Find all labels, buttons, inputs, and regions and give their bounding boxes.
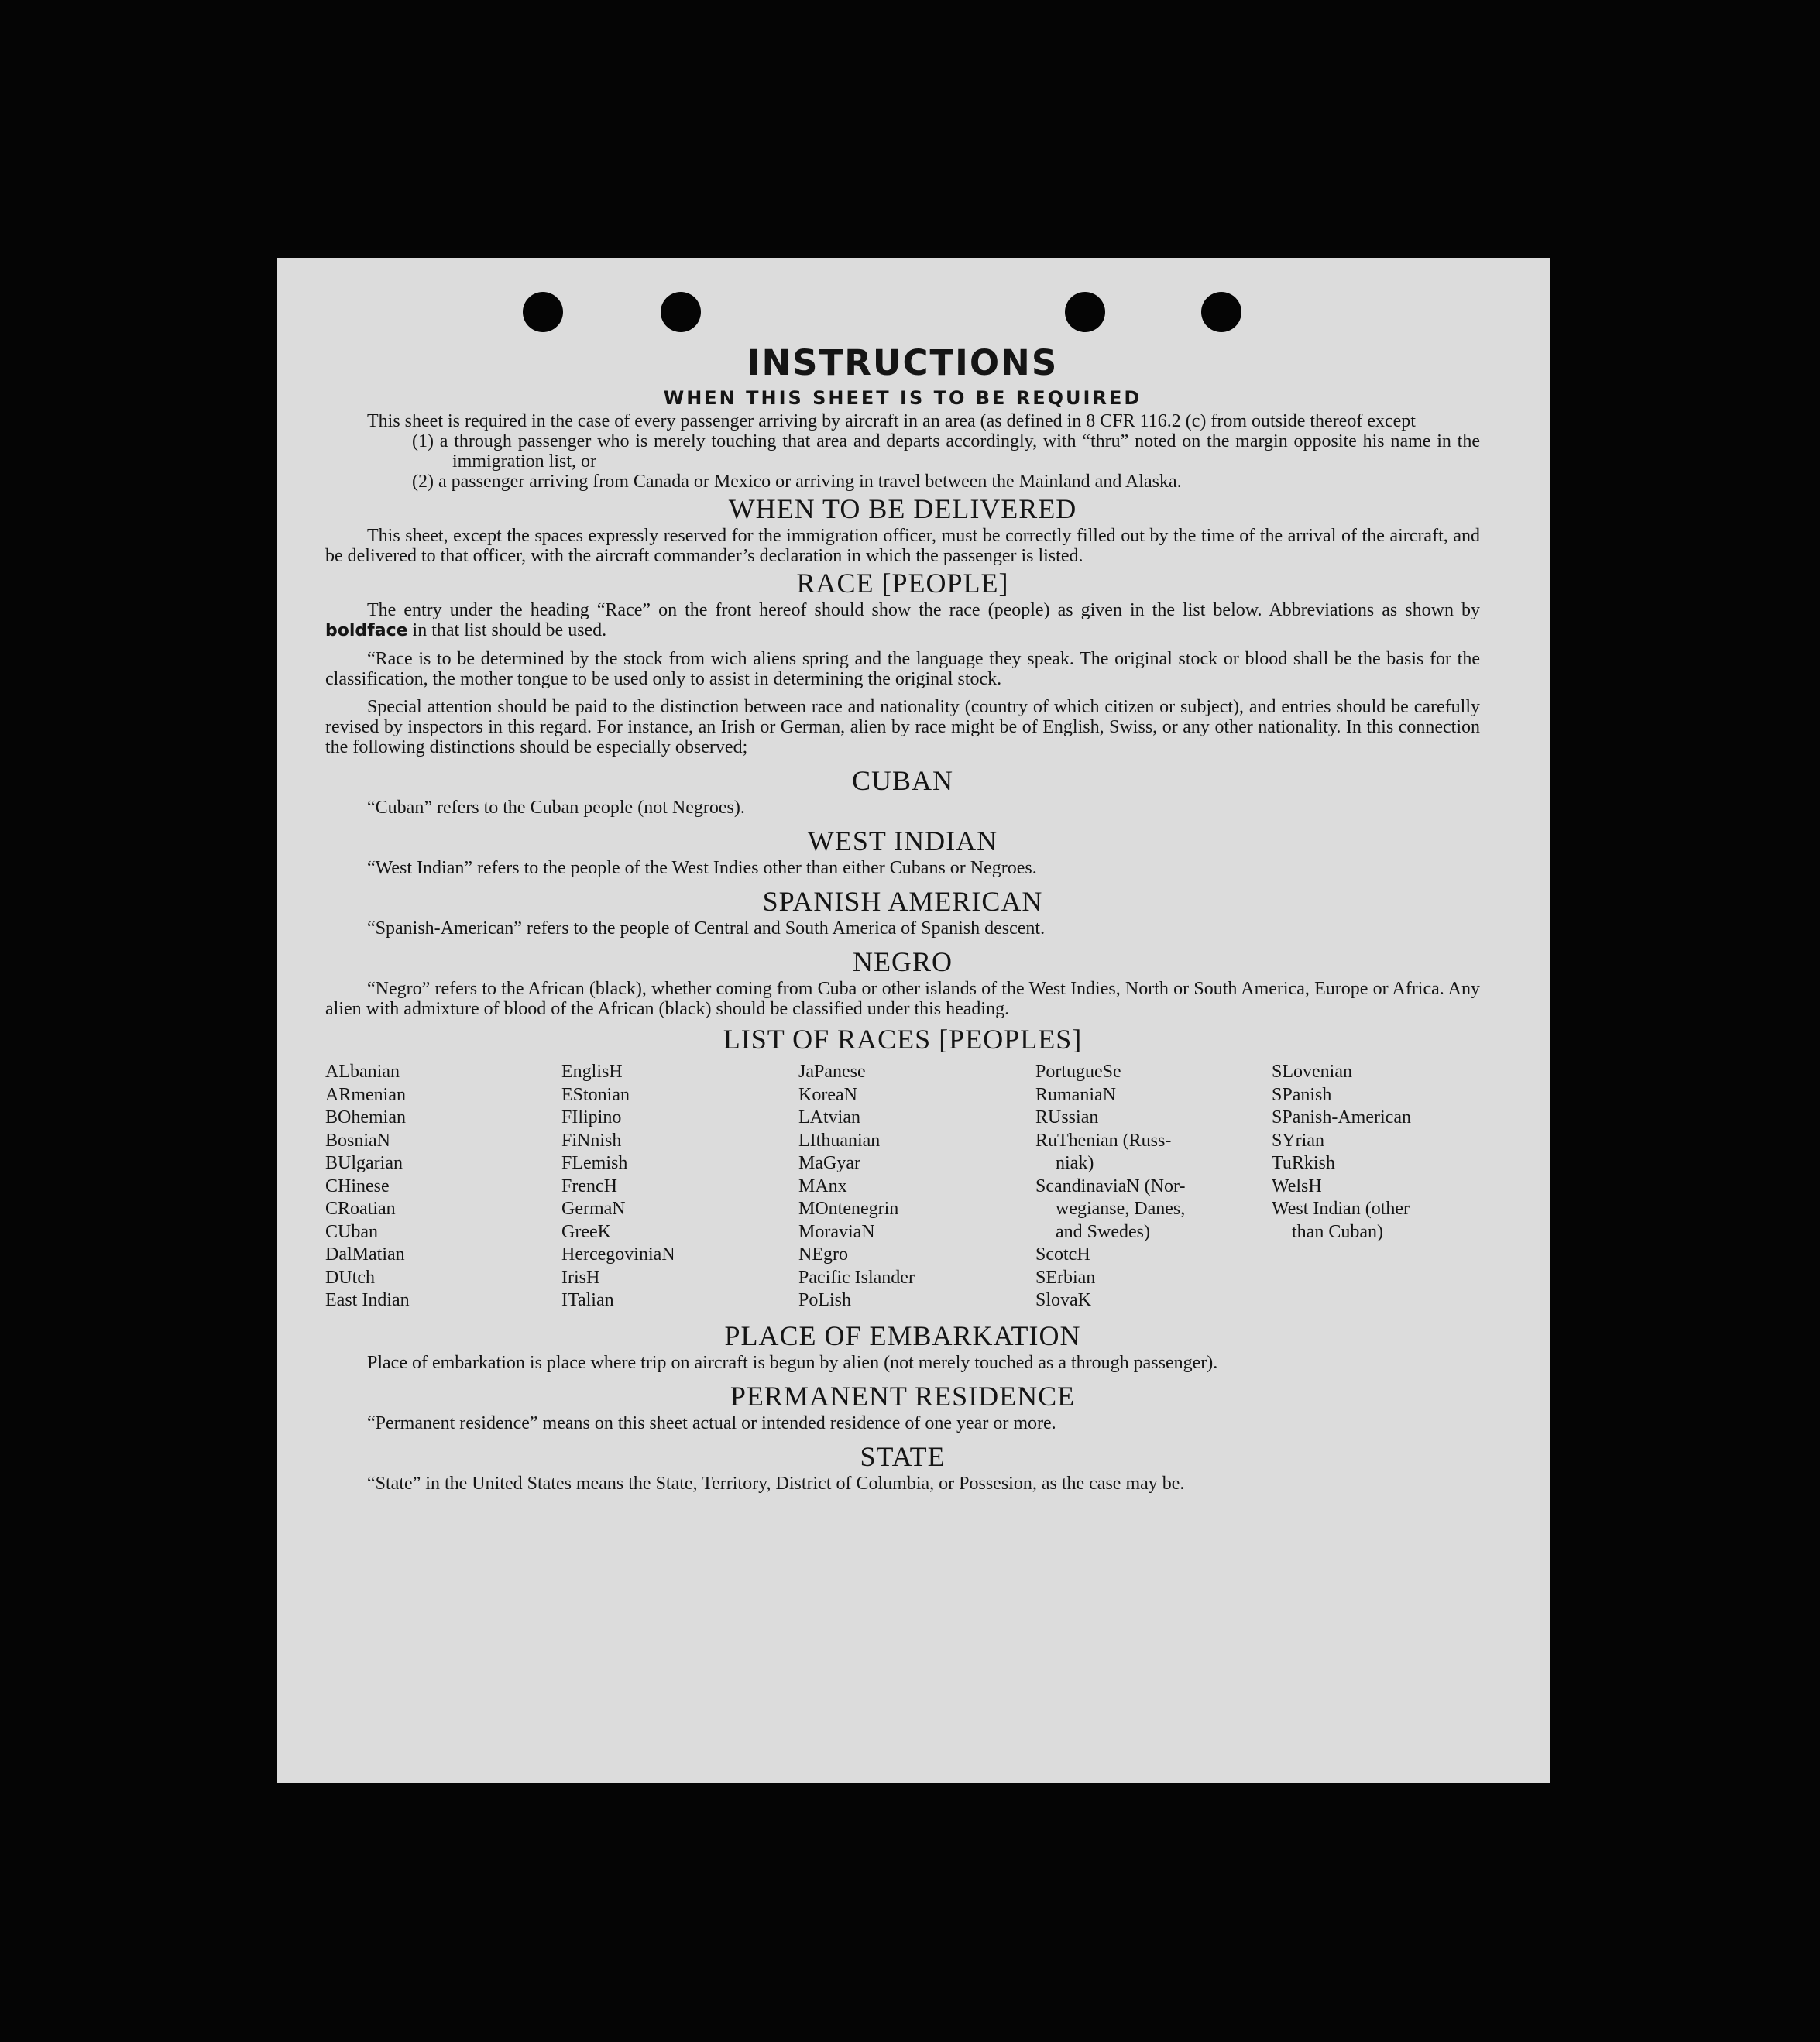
race-item: EnglisH (561, 1062, 623, 1082)
races-column-4 (1035, 1061, 1272, 1313)
race-item: RUssian (1035, 1107, 1099, 1127)
races-list-heading: LIST OF RACES [PEOPLES] (723, 1024, 1083, 1055)
race-item: HercegoviniaN (561, 1244, 675, 1265)
race-item: LIthuanian (798, 1130, 881, 1151)
race-heading: RACE [PEOPLE] (796, 568, 1009, 599)
race-item: SLovenian (1272, 1062, 1352, 1082)
races-column-5 (1272, 1061, 1411, 1313)
race-p1-text-end: in that list should be used. (407, 620, 607, 640)
race-item: GreeK (561, 1221, 611, 1242)
race-item: ScandinaviaN (Nor- (1035, 1175, 1186, 1196)
delivered-text: This sheet, except the spaces expressly reserved for the immigration officer, must be correctly filled out by the time of the arrival of the aircraft, and be delivered to that officer, with the aircraft commander’s declaration in which the passenger is listed. (325, 526, 1480, 566)
race-item: than Cuban) (1292, 1221, 1383, 1242)
race-item: Pacific Islander (798, 1267, 915, 1288)
cuban-text: “Cuban” refers to the Cuban people (not Negroes). (367, 798, 745, 818)
spanish-american-text: “Spanish-American” refers to the people of Central and South America of Spanish descent. (367, 918, 1046, 939)
race-item: MoraviaN (798, 1221, 875, 1242)
race-item: GermaN (561, 1199, 626, 1219)
race-item: ALbanian (325, 1062, 400, 1082)
race-item: and Swedes) (1056, 1221, 1150, 1242)
punch-hole (661, 292, 701, 332)
race-item: East Indian (325, 1290, 410, 1310)
punch-hole (523, 292, 563, 332)
intro-paragraph: This sheet is required in the case of every passenger arriving by aircraft in an area (as defined in 8 CFR 116.2 (c) from outside thereof except (367, 411, 1416, 431)
race-item: MaGyar (798, 1153, 860, 1173)
race-item: PoLish (798, 1290, 852, 1310)
residence-heading: PERMANENT RESIDENCE (730, 1380, 1076, 1412)
race-item: MAnx (798, 1175, 847, 1196)
races-column-1 (325, 1061, 561, 1313)
race-item: WelsH (1272, 1175, 1322, 1196)
race-item: FrencH (561, 1175, 617, 1196)
race-paragraph-3: Special attention should be paid to the distinction between race and nationality (country of which citizen or subject), and entries should be carefully revised by inspectors in this regard. For instance, an Irish or German, alien by race might be of English, Swiss, or any other nationality. In this connection the following distinctions should be especially observed; (325, 697, 1480, 757)
race-item: DUtch (325, 1267, 375, 1288)
race-item: JaPanese (798, 1062, 866, 1082)
race-item: TuRkish (1272, 1153, 1335, 1173)
race-item: ITalian (561, 1290, 614, 1310)
races-column-3 (798, 1061, 1035, 1313)
race-item: FiNnish (561, 1130, 622, 1151)
residence-text: “Permanent residence” means on this sheet actual or intended residence of one year or more. (367, 1412, 1056, 1433)
race-item: ScotcH (1035, 1244, 1090, 1265)
race-item: RuThenian (Russ- (1035, 1130, 1172, 1151)
race-item: wegianse, Danes, (1056, 1199, 1186, 1219)
race-item: BosniaN (325, 1130, 390, 1151)
race-item: SlovaK (1035, 1290, 1091, 1310)
state-text: “State” in the United States means the State, Territory, District of Columbia, or Possesion, as the case may be. (367, 1473, 1185, 1494)
race-item: BUlgarian (325, 1153, 403, 1173)
race-paragraph-1 (325, 600, 1480, 641)
state-heading: STATE (860, 1440, 946, 1472)
race-item: FLemish (561, 1153, 628, 1173)
spanish-american-heading: SPANISH AMERICAN (762, 886, 1043, 917)
race-item: KoreaN (798, 1084, 857, 1105)
boldface-word: boldface (325, 621, 408, 640)
race-item: CRoatian (325, 1199, 396, 1219)
races-column-2 (561, 1061, 798, 1313)
race-item: CUban (325, 1221, 378, 1242)
race-p1-text: The entry under the heading “Race” on the front hereof should show the race (people) as given in the list below. Abbreviations as shown by (367, 600, 1480, 620)
embarkation-text: Place of embarkation is place where trip on aircraft is begun by alien (not merely touched as a through passenger). (367, 1352, 1218, 1373)
race-item: MOntenegrin (798, 1199, 899, 1219)
race-item: ARmenian (325, 1084, 406, 1105)
negro-text: “Negro” refers to the African (black), whether coming from Cuba or other islands of the West Indies, North or South America, Europe or Africa. Any alien with admixture of blood of the African (black) should be classified under this heading. (325, 979, 1480, 1019)
race-item: SYrian (1272, 1130, 1324, 1151)
race-item: LAtvian (798, 1107, 860, 1127)
race-item: NEgro (798, 1244, 848, 1265)
race-item: SPanish-American (1272, 1107, 1411, 1127)
negro-heading: NEGRO (853, 946, 953, 977)
west-indian-heading: WEST INDIAN (807, 825, 998, 856)
exception-item-1: (1) a through passenger who is merely touching that area and departs accordingly, with “thru” noted on the margin opposite his name in the immigration list, or (412, 431, 1480, 472)
race-item: EStonian (561, 1084, 630, 1105)
race-item: RumaniaN (1035, 1084, 1116, 1105)
punch-hole (1065, 292, 1105, 332)
instruction-sheet (277, 258, 1550, 1783)
race-item: IrisH (561, 1267, 600, 1288)
race-item: CHinese (325, 1175, 390, 1196)
race-item: FIlipino (561, 1107, 622, 1127)
west-indian-text: “West Indian” refers to the people of the West Indies other than either Cubans or Negroes. (367, 858, 1037, 878)
race-item: SErbian (1035, 1267, 1096, 1288)
race-item: West Indian (other (1272, 1199, 1410, 1219)
race-item: SPanish (1272, 1084, 1332, 1105)
embarkation-heading: PLACE OF EMBARKATION (724, 1320, 1081, 1351)
page-subtitle: WHEN THIS SHEET IS TO BE REQUIRED (663, 387, 1142, 409)
sheet-content (325, 343, 1480, 1494)
race-paragraph-2: “Race is to be determined by the stock from wich aliens spring and the language they speak. The original stock or blood shall be the basis for the classification, the mother tongue to be used only to assist in determining the original stock. (325, 649, 1480, 689)
exception-item-2: (2) a passenger arriving from Canada or Mexico or arriving in travel between the Mainland and Alaska. (412, 472, 1182, 492)
race-item: DalMatian (325, 1244, 405, 1265)
races-list (325, 1061, 1480, 1313)
page-title: INSTRUCTIONS (747, 342, 1059, 383)
punch-hole (1201, 292, 1241, 332)
race-item: niak) (1056, 1153, 1094, 1173)
race-item: PortugueSe (1035, 1062, 1121, 1082)
race-item: BOhemian (325, 1107, 406, 1127)
delivered-heading: WHEN TO BE DELIVERED (728, 493, 1077, 524)
cuban-heading: CUBAN (851, 765, 954, 796)
